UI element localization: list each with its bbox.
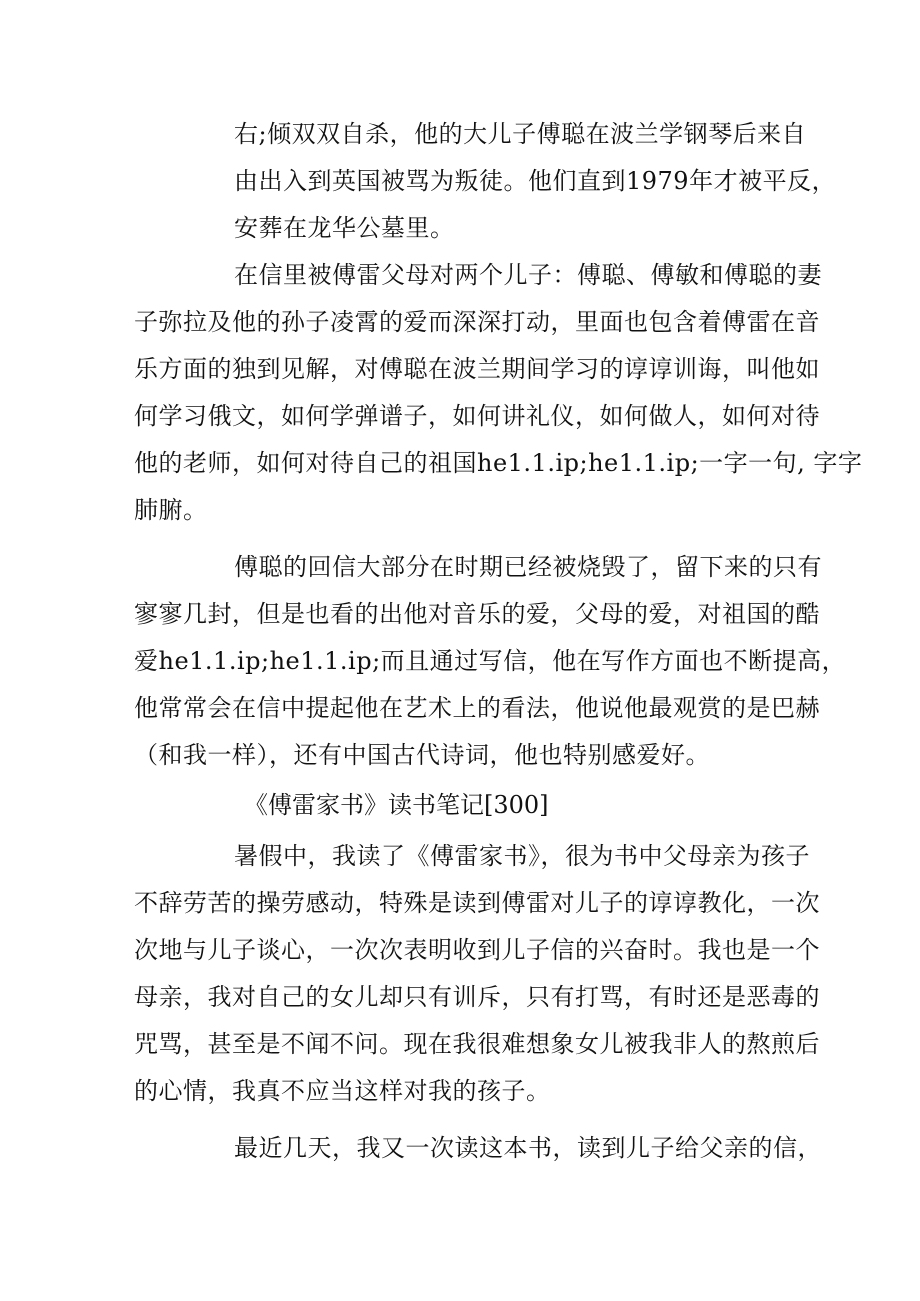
paragraph-2-line-3: 爱he1.1.ip;he1.1.ip;而且通过写信，他在写作方面也不断提高，: [134, 647, 847, 675]
paragraph-4-line-1: 最近几天，我又一次读这本书，读到儿子给父亲的信，: [234, 1134, 822, 1162]
section-heading: 《傅雷家书》读书笔记[300]: [244, 791, 549, 819]
text-line-1: 右;倾双双自杀，他的大儿子傅聪在波兰学钢琴后来自: [234, 120, 807, 148]
paragraph-3-line-3: 次地与儿子谈心，一次次表明收到儿子信的兴奋时。我也是一个: [134, 936, 820, 964]
paragraph-3-line-6: 的心情，我真不应当这样对我的孩子。: [134, 1077, 551, 1105]
paragraph-3-line-2: 不辞劳苦的操劳感动，特殊是读到傅雷对儿子的谆谆教化，一次: [134, 889, 820, 917]
paragraph-1-line-5: 他的老师，如何对待自己的祖国he1.1.ip;he1.1.ip;一字一句, 字字: [134, 449, 863, 477]
paragraph-2-line-5: （和我一样），还有中国古代诗词，他也特别感爱好。: [134, 741, 710, 769]
paragraph-1-line-4: 何学习俄文，如何学弹谱子，如何讲礼仪，如何做人，如何对待: [134, 402, 820, 430]
paragraph-1-line-1: 在信里被傅雷父母对两个儿子：傅聪、傅敏和傅聪的妻: [234, 261, 822, 289]
paragraph-3-line-1: 暑假中，我读了《傅雷家书》，很为书中父母亲为孩子: [234, 842, 810, 870]
paragraph-2-line-1: 傅聪的回信大部分在时期已经被烧毁了，留下来的只有: [234, 553, 822, 581]
paragraph-1-line-6: 肺腑。: [134, 496, 208, 524]
paragraph-2-line-4: 他常常会在信中提起他在艺术上的看法，他说他最观赏的是巴赫: [134, 694, 820, 722]
text-line-2: 由出入到英国被骂为叛徒。他们直到1979年才被平反，: [234, 167, 837, 195]
paragraph-1-line-3: 乐方面的独到见解，对傅聪在波兰期间学习的谆谆训诲，叫他如: [134, 355, 820, 383]
paragraph-2-line-2: 寥寥几封，但是也看的出他对音乐的爱，父母的爱，对祖国的酷: [134, 600, 820, 628]
paragraph-3-line-5: 咒骂，甚至是不闻不问。现在我很难想象女儿被我非人的熬煎后: [134, 1030, 820, 1058]
text-line-3: 安葬在龙华公墓里。: [234, 214, 455, 242]
paragraph-1-line-2: 子弥拉及他的孙子凌霄的爱而深深打动，里面也包含着傅雷在音: [134, 308, 820, 336]
paragraph-3-line-4: 母亲，我对自己的女儿却只有训斥，只有打骂，有时还是恶毒的: [134, 983, 820, 1011]
